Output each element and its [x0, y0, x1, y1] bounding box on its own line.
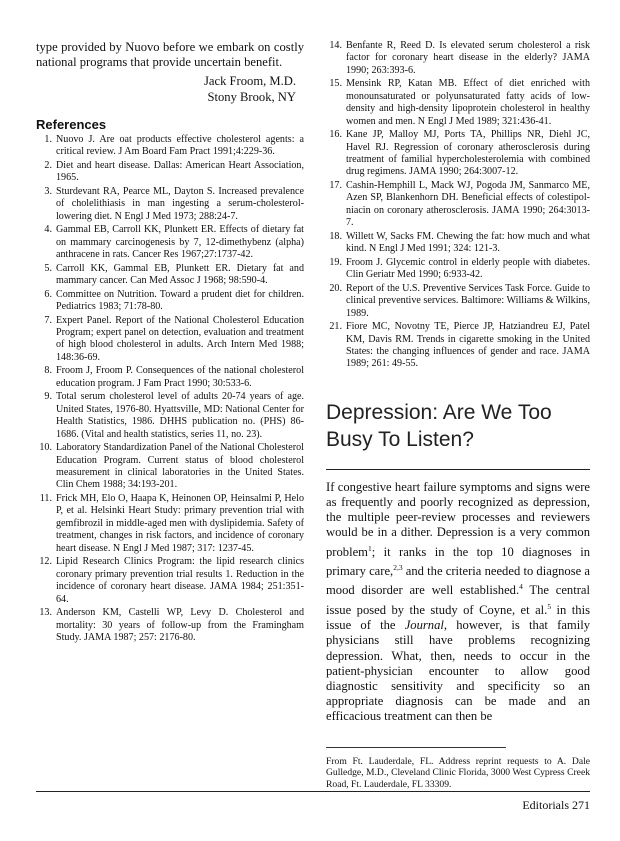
- signature-location: Stony Brook, NY: [207, 89, 296, 104]
- reference-item: [36, 493, 304, 555]
- reference-text: Willett W, Sacks FM. Chewing the fat: how much and what kind. N Engl J Med 1991; 324: 121-3.: [346, 230, 590, 255]
- reference-text: Nuovo J. Are oat products effective cholesterol agents: a critical review. J Am Board Fam Pract 1991;4:229-36.: [56, 133, 304, 158]
- reference-number: 10.: [39, 442, 52, 454]
- reference-item: [326, 321, 590, 371]
- reference-number: 15.: [329, 78, 342, 90]
- reference-number: 8.: [44, 365, 52, 377]
- reference-number: 19.: [329, 256, 342, 268]
- editorial-title: Depression: Are We Too Busy To Listen?: [326, 400, 552, 451]
- reference-text: Gammal EB, Carroll KK, Plunkett ER. Effects of dietary fat on mammary carcinogenesis by 7, 12-dimethybenz (alpha) anthracene in rats. Cancer Res 1967;27:1737-42.: [56, 224, 304, 261]
- reference-number: 9.: [44, 391, 52, 403]
- reference-item: [36, 186, 304, 223]
- reference-number: 20.: [329, 282, 342, 294]
- reference-text: Committee on Nutrition. Toward a prudent diet for children. Pediatrics 1983; 71:78-80.: [56, 288, 304, 313]
- signature-block: [36, 74, 304, 104]
- reference-item: [36, 442, 304, 492]
- page-folio: Editorials 271: [522, 798, 590, 812]
- reference-item: [326, 129, 590, 179]
- reference-number: 7.: [44, 314, 52, 326]
- right-column: [326, 40, 590, 801]
- reference-number: 5.: [44, 262, 52, 274]
- body-text-4: The central issue posed by the study of Coyne, et al.: [326, 583, 590, 618]
- body-text-6: however, is that family physicians still have problems recognizing depression. What, then, needs to occur in the patient-physician encounter to allow good diagnostic sensitivity and specificity so an appropriate diagnosis can be made and an efficacious treatment can then be: [326, 618, 590, 724]
- citation-4: 4: [519, 582, 523, 592]
- body-text-5: in this issue of the: [326, 603, 590, 633]
- reference-text: Fiore MC, Novotny TE, Pierce JP, Hatziandreu EJ, Patel KM, Davis RM. Trends in cigarette smoking in the United States: the changing influences of gender and race. JAMA 1989; 261: 49-55.: [346, 321, 590, 370]
- reference-number: 18.: [329, 230, 342, 242]
- reference-item: [36, 134, 304, 159]
- reference-text: Lipid Research Clinics Program: the lipid research clinics coronary primary prevention trial results 1. Reduction in the incidence of coronary heart disease. JAMA 1984; 251:351-64.: [56, 556, 304, 605]
- reference-text: Report of the U.S. Preventive Services Task Force. Guide to clinical preventive services. Baltimore: Williams & Wilkins, 1989.: [346, 282, 590, 319]
- reference-number: 17.: [329, 180, 342, 192]
- signature-name: Jack Froom, M.D.: [204, 74, 296, 89]
- body-text-1: If congestive heart failure symptoms and signs were as frequently and poorly recognized as depression, the multiple peer-review processes and reviewers would be in a dither. Depression is a very common problem: [326, 479, 590, 559]
- reference-item: [36, 289, 304, 314]
- reference-number: 21.: [329, 321, 342, 333]
- citation-1: 1: [367, 543, 372, 553]
- reference-text: Kane JP, Malloy MJ, Ports TA, Phillips NR, Diehl JC, Havel RJ. Regression of coronary atherosclerosis during treatment of familial hypercholesterolemia with combined drug regimens. JAMA 1990; 264:3007-12.: [346, 129, 590, 178]
- reference-number: 11.: [39, 493, 52, 505]
- reference-number: 13.: [39, 607, 52, 619]
- reference-text: Sturdevant RA, Pearce ML, Dayton S. Increased prevalence of cholelithiasis in man ingesting a serum-cholesterol-lowering diet. N Engl J Med 1973; 288:24-7.: [56, 185, 304, 222]
- reference-text: Cashin-Hemphill L, Mack WJ, Pogoda JM, Sanmarco ME, Azen SP, Blankenhorn DH. Beneficial effects of colestipol-niacin on coronary atherosclerosis. JAMA 1990; 264:3013-7.: [346, 180, 590, 229]
- reference-text: Anderson KM, Castelli WP, Levy D. Cholesterol and mortality: 30 years of follow-up from the Framingham Study. JAMA 1987; 257: 2176-80.: [56, 607, 304, 643]
- reference-text: Frick MH, Elo O, Haapa K, Heinonen OP, Heinsalmi P, Helo P, et al. Helsinki Heart Study: primary prevention trial with gemfibrozil in middle-aged men with dyslipidemia. Safety of treatment, changes in risk factors, and incidence of coronary heart disease. N Engl J Med 1987; 317: 1237-45.: [56, 493, 304, 554]
- reference-text: Diet and heart disease. Dallas: American Heart Association, 1965.: [56, 159, 304, 184]
- reference-item: [36, 391, 304, 441]
- title-rule: [326, 469, 590, 470]
- body-text-3: and the criteria needed to diagnose a mood disorder are well established.: [326, 564, 590, 598]
- reference-item: [36, 556, 304, 606]
- reference-item: [326, 257, 590, 282]
- footnote-rule: [326, 747, 506, 748]
- reference-text: Expert Panel. Report of the National Cholesterol Education Program; expert panel on detection, evaluation and treatment of high blood cholesterol in adults. Arch Intern Med 1988; 148:36-69.: [56, 314, 304, 363]
- reference-number: 12.: [39, 556, 52, 568]
- reference-text: Laboratory Standardization Panel of the National Cholesterol Education Program. Current status of blood cholesterol measurement in clinical laboratories in the United States. Clin Chem 1988; 34:193-201.: [56, 442, 304, 491]
- editorial-body: [326, 480, 590, 725]
- reference-number: 2.: [44, 159, 52, 171]
- reference-number: 3.: [44, 185, 52, 197]
- reference-item: [36, 160, 304, 185]
- reference-text: Carroll KK, Gammal EB, Plunkett ER. Dietary fat and mammary cancer. Can Med Assoc J 1968; 98:590-4.: [56, 262, 304, 287]
- author-footnote: From Ft. Lauderdale, FL. Address reprint requests to A. Dale Gulledge, M.D., Cleveland Clinic Florida, 3000 West Cypress Creek Road, Ft. Lauderdale, FL 33309.: [326, 755, 590, 791]
- reference-item: [326, 231, 590, 256]
- references-list-left: [36, 134, 304, 645]
- page-bottom-rule: [36, 791, 590, 792]
- journal-name: Journal,: [404, 618, 448, 633]
- reference-item: [36, 365, 304, 390]
- reference-number: 16.: [329, 129, 342, 141]
- citation-5: 5: [547, 601, 552, 611]
- reference-item: [326, 180, 590, 230]
- references-list-right: [326, 40, 590, 371]
- reference-item: [36, 315, 304, 365]
- reference-number: 14.: [329, 40, 342, 51]
- reference-item: [36, 607, 304, 644]
- reference-item: [326, 78, 590, 128]
- reference-number: 6.: [44, 288, 52, 300]
- body-text-2: ; it ranks in the top 10 diagnoses in primary care,: [326, 544, 590, 579]
- reference-text: Mensink RP, Katan MB. Effect of diet enriched with monounsaturated or polyunsaturated fatty acids of low-density and high-density lipoprotein cholesterol in healthy women and men. N Engl J Med 1989; 321:436-41.: [346, 78, 590, 127]
- reference-number: 1.: [44, 133, 52, 145]
- reference-item: [326, 40, 590, 77]
- references-heading: References: [36, 116, 107, 132]
- reference-text: Froom J. Glycemic control in elderly people with diabetes. Clin Geriatr Med 1990; 6:933-42.: [346, 256, 590, 281]
- lead-paragraph: type provided by Nuovo before we embark on costly national programs that provide uncertain benefit.: [36, 40, 304, 70]
- reference-item: [36, 263, 304, 288]
- reference-item: [36, 224, 304, 261]
- reference-number: 4.: [44, 224, 52, 236]
- reference-item: [326, 283, 590, 320]
- citation-2-3: 2,3: [393, 563, 403, 573]
- reference-text: Froom J, Froom P. Consequences of the national cholesterol education program. J Fam Pract 1990; 30:533-6.: [56, 365, 304, 389]
- reference-text: Total serum cholesterol level of adults 20-74 years of age. United States, 1976-80. Hyattsville, MD: National Center for Health Statistics, 1986. DHHS publication no. (PHS) 86-1686. (Vital and health statistics, series 11, no. 23).: [56, 391, 304, 440]
- left-column: [36, 40, 304, 646]
- reference-text: Benfante R, Reed D. Is elevated serum cholesterol a risk factor for coronary heart disease in the elderly? JAMA 1990; 263:393-6.: [346, 40, 590, 76]
